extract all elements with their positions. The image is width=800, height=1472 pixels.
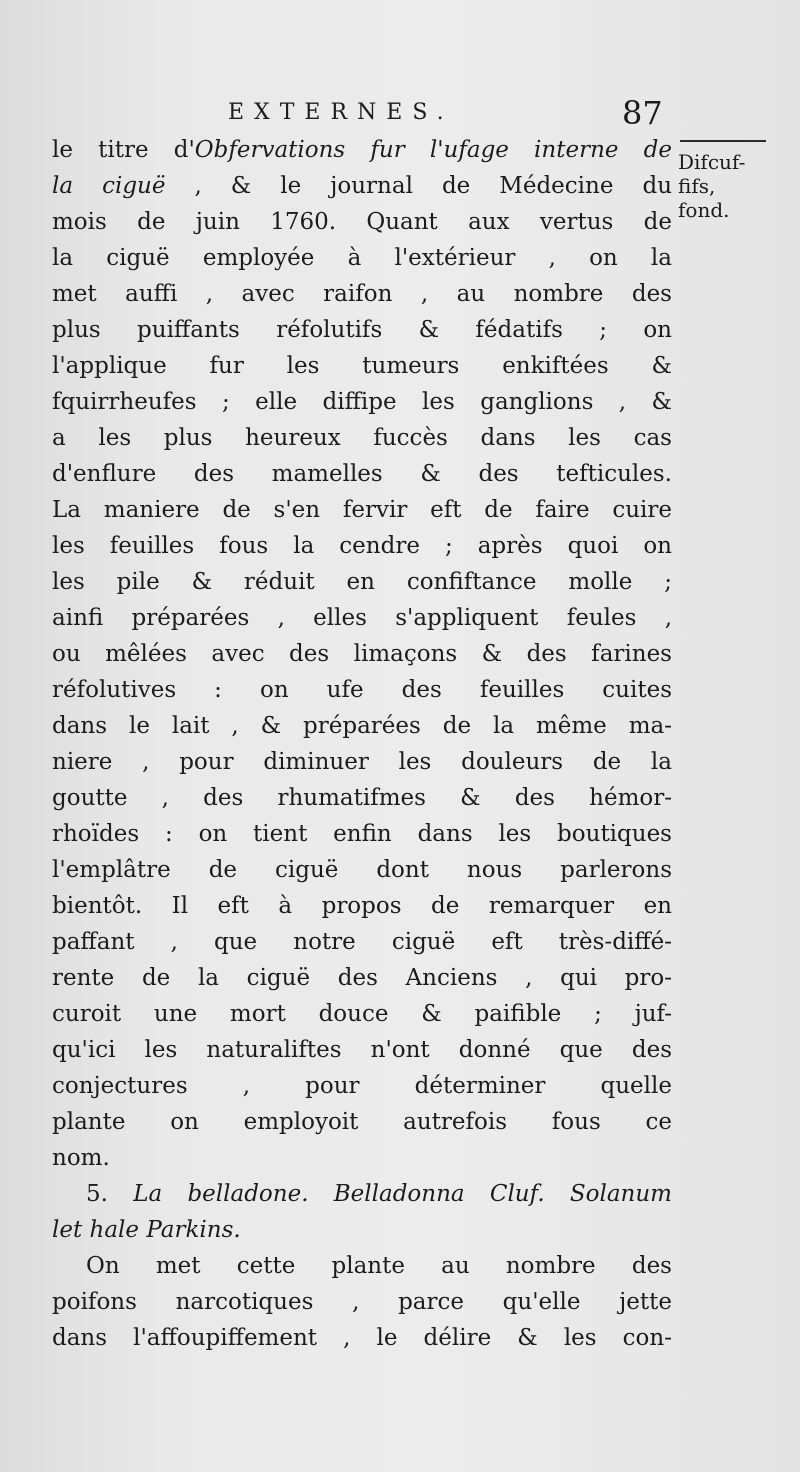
text-run: dans l'affoupiffement , le délire & les con- [52, 1325, 672, 1351]
text-run: La maniere de s'en fervir eft de faire cuire [52, 497, 672, 523]
text-run: nom. [52, 1145, 110, 1171]
text-line [52, 1284, 672, 1320]
text-run: ou mêlées avec des limaçons & des farines [52, 641, 672, 667]
running-title: EXTERNES. [228, 100, 454, 125]
text-line [52, 1032, 672, 1068]
text-run: niere , pour diminuer les douleurs de la [52, 749, 672, 775]
text-line [52, 528, 672, 564]
text-run: dans le lait , & préparées de la même ma- [52, 713, 672, 739]
text-run: conjectures , pour déterminer quelle [52, 1073, 672, 1099]
text-run: 5. [86, 1181, 134, 1207]
text-line [52, 492, 672, 528]
text-run: On met cette plante au nombre des [86, 1253, 672, 1279]
text-run: fquirrheufes ; elle diffipe les ganglions , & [52, 389, 672, 415]
text-line [52, 204, 672, 240]
text-line [52, 672, 672, 708]
text-line [52, 924, 672, 960]
text-run: goutte , des rhumatifmes & des hémor- [52, 785, 672, 811]
text-line [52, 816, 672, 852]
text-line [52, 1212, 672, 1248]
text-line [52, 960, 672, 996]
text-line [52, 996, 672, 1032]
text-line [52, 132, 672, 168]
italic-text: Obfervations fur l'ufage interne de [194, 137, 672, 163]
text-run: les pile & réduit en confiftance molle ; [52, 569, 672, 595]
text-run: plus puiffants réfolutifs & fédatifs ; on [52, 317, 672, 343]
marginal-rule [680, 140, 766, 142]
text-run: qu'ici les naturaliftes n'ont donné que des [52, 1037, 672, 1063]
text-line [52, 852, 672, 888]
italic-text: let hale Parkins. [52, 1217, 241, 1243]
text-line [52, 780, 672, 816]
text-run: , & le journal de Médecine du [165, 173, 672, 199]
margin-note-line: fond. [678, 198, 730, 222]
text-line [52, 1320, 672, 1356]
text-line [52, 384, 672, 420]
text-line [52, 1176, 672, 1212]
text-line [52, 888, 672, 924]
text-line [52, 744, 672, 780]
text-run: met auffi , avec raifon , au nombre des [52, 281, 672, 307]
text-run: réfolutives : on ufe des feuilles cuites [52, 677, 672, 703]
text-line [52, 1068, 672, 1104]
text-run: le titre d' [52, 137, 195, 163]
margin-note-line: Difcuf- [678, 150, 746, 174]
text-run: d'enflure des mamelles & des tefticules. [52, 461, 672, 487]
margin-note [678, 150, 778, 222]
text-run: rhoïdes : on tient enfin dans les boutiques [52, 821, 672, 847]
margin-note-line: fifs, [678, 174, 716, 198]
italic-text: la ciguë [52, 173, 166, 199]
italic-text: La belladone. Belladonna Cluf. Solanum [133, 1181, 672, 1207]
text-line [52, 708, 672, 744]
text-run: curoit une mort douce & paifible ; juf- [52, 1001, 672, 1027]
text-line [52, 456, 672, 492]
text-line [52, 1104, 672, 1140]
text-line [52, 1140, 672, 1176]
text-line [52, 600, 672, 636]
running-head [0, 96, 800, 136]
text-run: l'emplâtre de ciguë dont nous parlerons [52, 857, 672, 883]
text-line [52, 240, 672, 276]
text-run: mois de juin 1760. Quant aux vertus de [52, 209, 672, 235]
page-number: 87 [622, 94, 663, 132]
text-run: rente de la ciguë des Anciens , qui pro- [52, 965, 672, 991]
text-run: plante on employoit autrefois fous ce [52, 1109, 672, 1135]
text-line [52, 312, 672, 348]
text-run: a les plus heureux fuccès dans les cas [52, 425, 672, 451]
text-run: bientôt. Il eft à propos de remarquer en [52, 893, 672, 919]
text-line [52, 276, 672, 312]
body-text [52, 132, 672, 1356]
text-line [52, 1248, 672, 1284]
text-run: paffant , que notre ciguë eft très-diffé- [52, 929, 672, 955]
text-run: l'applique fur les tumeurs enkiftées & [52, 353, 672, 379]
text-run: la ciguë employée à l'extérieur , on la [52, 245, 672, 271]
text-line [52, 348, 672, 384]
text-run: les feuilles fous la cendre ; après quoi on [52, 533, 672, 559]
text-line [52, 564, 672, 600]
text-run: ainfi préparées , elles s'appliquent feules , [52, 605, 672, 631]
text-line [52, 636, 672, 672]
text-run: poifons narcotiques , parce qu'elle jette [52, 1289, 672, 1315]
text-line [52, 168, 672, 204]
text-line [52, 420, 672, 456]
